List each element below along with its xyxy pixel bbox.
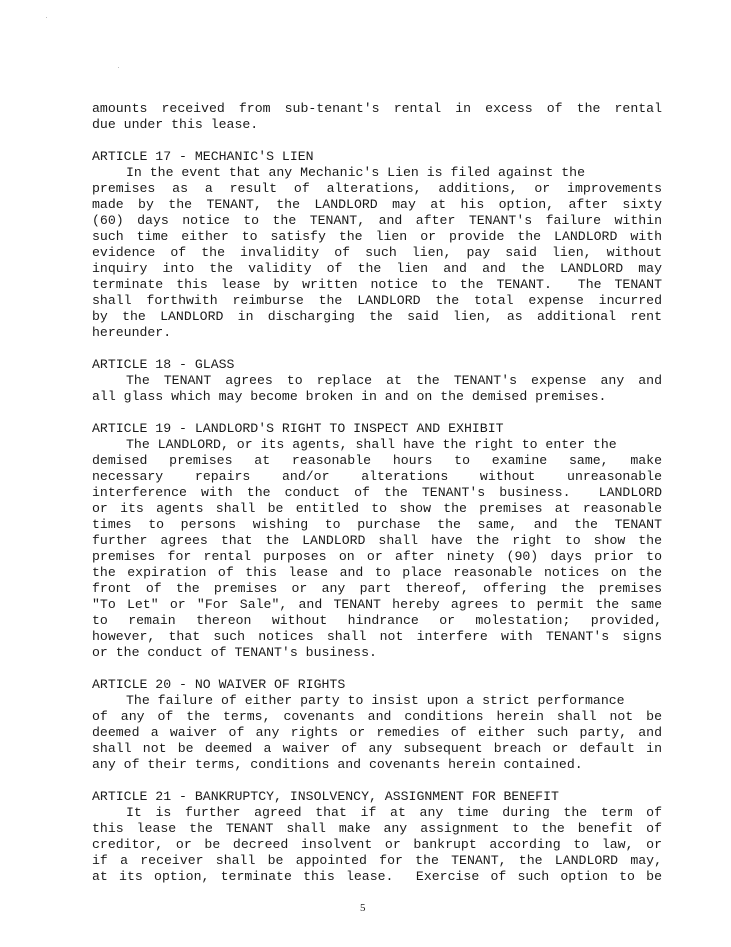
text-line: however, that such notices shall not interfere with TENANT's signs bbox=[92, 629, 662, 644]
text-line: hereunder. bbox=[92, 325, 172, 340]
lease-text bbox=[92, 101, 662, 885]
text-line: or its agents shall be entitled to show the premises at reasonable bbox=[92, 501, 662, 516]
text-line: inquiry into the validity of the lien and and the LANDLORD may bbox=[92, 261, 662, 276]
article-19-heading: ARTICLE 19 - LANDLORD'S RIGHT TO INSPECT AND EXHIBIT bbox=[92, 421, 504, 436]
text-line: of any of the terms, covenants and conditions herein shall not be bbox=[92, 709, 662, 724]
text-line: times to persons wishing to purchase the same, and the TENANT bbox=[92, 517, 662, 532]
text-line: "To Let" or "For Sale", and TENANT hereby agrees to permit the same bbox=[92, 597, 662, 612]
text-line: shall forthwith reimburse the LANDLORD the total expense incurred bbox=[92, 293, 662, 308]
article-18-heading: ARTICLE 18 - GLASS bbox=[92, 357, 235, 372]
article-17-heading: ARTICLE 17 - MECHANIC'S LIEN bbox=[92, 149, 314, 164]
text-line: further agrees that the LANDLORD shall have the right to show the bbox=[92, 533, 662, 548]
text-line: this lease the TENANT shall make any assignment to the benefit of bbox=[92, 821, 662, 836]
scan-speck bbox=[118, 67, 119, 68]
text-line: made by the TENANT, the LANDLORD may at his option, after sixty bbox=[92, 197, 662, 212]
text-line: The TENANT agrees to replace at the TENANT's expense any and bbox=[126, 373, 662, 388]
text-line: any of their terms, conditions and covenants herein contained. bbox=[92, 757, 583, 772]
article-20-heading: ARTICLE 20 - NO WAIVER OF RIGHTS bbox=[92, 677, 346, 692]
text-line: all glass which may become broken in and on the demised premises. bbox=[92, 389, 607, 404]
scan-speck bbox=[46, 17, 47, 18]
text-line: due under this lease. bbox=[92, 117, 259, 132]
text-line: at its option, terminate this lease. Exercise of such option to be bbox=[92, 869, 662, 884]
text-line: interference with the conduct of the TENANT's business. LANDLORD bbox=[92, 485, 662, 500]
text-line: such time either to satisfy the lien or provide the LANDLORD with bbox=[92, 229, 662, 244]
text-line: to remain thereon without hindrance or molestation; provided, bbox=[92, 613, 662, 628]
text-line: necessary repairs and/or alterations without unreasonable bbox=[92, 469, 662, 484]
text-line: In the event that any Mechanic's Lien is filed against the bbox=[126, 165, 585, 180]
text-line: front of the premises or any part thereof, offering the premises bbox=[92, 581, 662, 596]
text-line: It is further agreed that if at any time during the term of bbox=[126, 805, 662, 820]
text-line: deemed a waiver of any rights or remedies of either such party, and bbox=[92, 725, 662, 740]
text-line: premises for rental purposes on or after ninety (90) days prior to bbox=[92, 549, 662, 564]
text-line: terminate this lease by written notice to the TENANT. The TENANT bbox=[92, 277, 662, 292]
text-line: if a receiver shall be appointed for the TENANT, the LANDLORD may, bbox=[92, 853, 662, 868]
text-line: by the LANDLORD in discharging the said lien, as additional rent bbox=[92, 309, 662, 324]
text-line: premises as a result of alterations, additions, or improvements bbox=[92, 181, 662, 196]
text-line: or the conduct of TENANT's business. bbox=[92, 645, 377, 660]
page-number: 5 bbox=[360, 902, 366, 914]
text-line: amounts received from sub-tenant's rental in excess of the rental bbox=[92, 101, 662, 116]
text-line: the expiration of this lease and to place reasonable notices on the bbox=[92, 565, 662, 580]
text-line: shall not be deemed a waiver of any subsequent breach or default in bbox=[92, 741, 662, 756]
text-line: (60) days notice to the TENANT, and after TENANT's failure within bbox=[92, 213, 662, 228]
article-21-heading: ARTICLE 21 - BANKRUPTCY, INSOLVENCY, ASSIGNMENT FOR BENEFIT bbox=[92, 789, 559, 804]
text-line: The LANDLORD, or its agents, shall have the right to enter the bbox=[126, 437, 617, 452]
text-line: The failure of either party to insist upon a strict performance bbox=[126, 693, 625, 708]
text-line: demised premises at reasonable hours to examine same, make bbox=[92, 453, 662, 468]
text-line: evidence of the invalidity of such lien, pay said lien, without bbox=[92, 245, 662, 260]
text-line: creditor, or be decreed insolvent or bankrupt according to law, or bbox=[92, 837, 662, 852]
